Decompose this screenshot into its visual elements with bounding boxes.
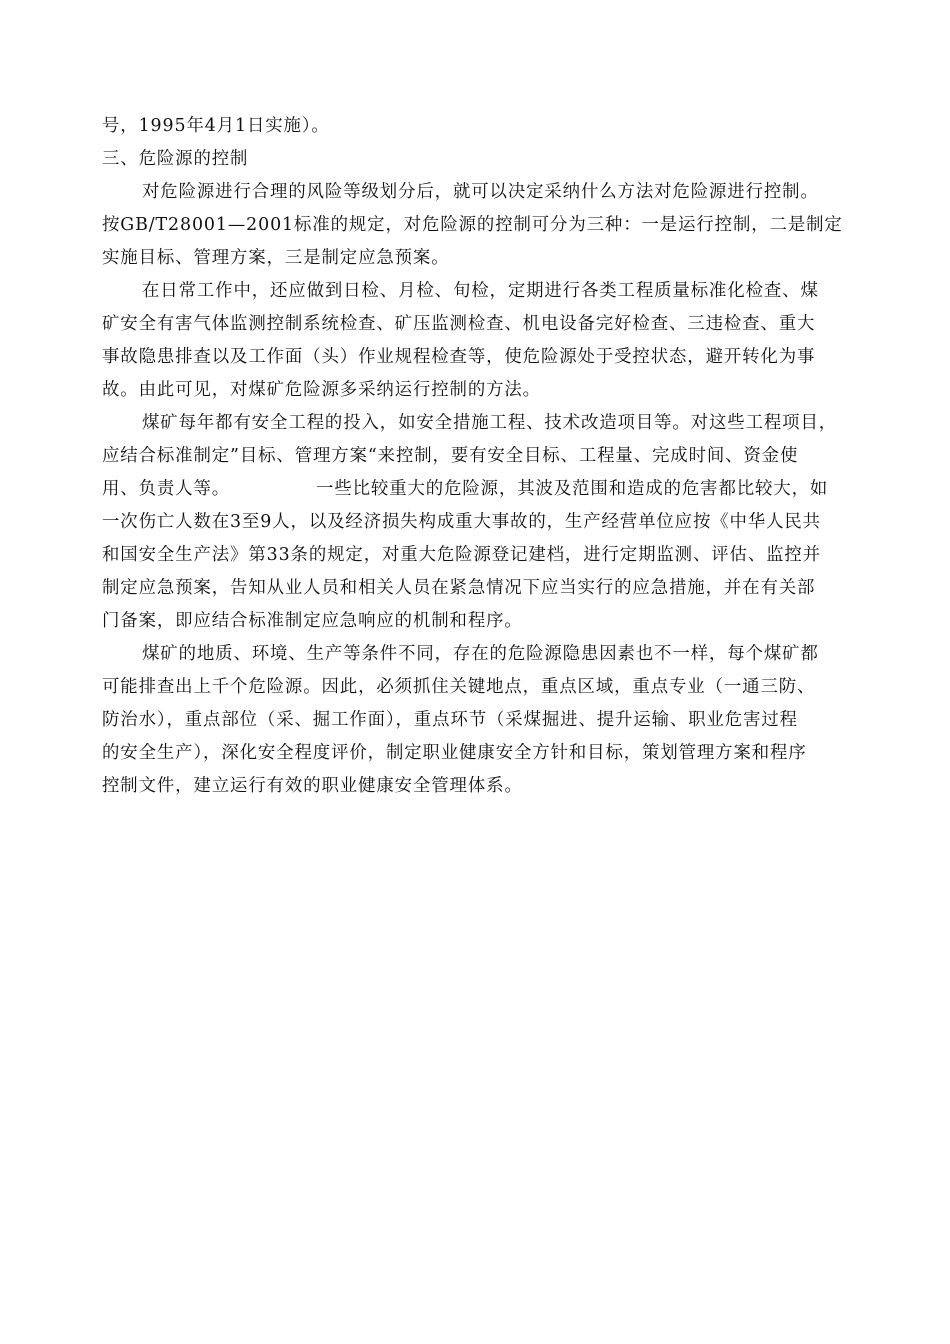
text-line: 应结合标准制定”目标、管理方案“来控制，要有安全目标、工程量、完成时间、资金使 bbox=[102, 446, 799, 466]
text-line: 号，1995年4月1日实施）。 bbox=[102, 116, 330, 136]
text-segment: 一些比较重大的危险源，其波及范围和造成的危害都比较大，如 bbox=[316, 479, 829, 499]
paragraph-first-line: 煤矿的地质、环境、生产等条件不同，存在的危险源隐患因素也不一样，每个煤矿都 bbox=[142, 644, 819, 664]
text-line: 门备案，即应结合标准制定应急响应的机制和程序。 bbox=[102, 611, 523, 631]
text-line: 和国安全生产法》第33条的规定，对重大危险源登记建档，进行定期监测、评估、监控并 bbox=[102, 545, 821, 565]
text-line: 实施目标、管理方案，三是制定应急预案。 bbox=[102, 248, 450, 268]
text-line: 制定应急预案，告知从业人员和相关人员在紧急情况下应当实行的应急措施，并在有关部 bbox=[102, 578, 816, 598]
section-heading: 三、危险源的控制 bbox=[102, 149, 249, 169]
text-line: 可能排查出上千个危险源。因此，必须抓住关键地点，重点区域，重点专业（一通三防、 bbox=[102, 677, 816, 697]
text-line: 矿安全有害气体监测控制系统检查、矿压监测检查、机电设备完好检查、三违检查、重大 bbox=[102, 314, 816, 334]
paragraph-first-line: 对危险源进行合理的风险等级划分后，就可以决定采纳什么方法对危险源进行控制。 bbox=[142, 182, 819, 202]
text-line-with-gap bbox=[102, 473, 862, 506]
text-line: 事故隐患排查以及工作面（头）作业规程检查等，使危险源处于受控状态，避开转化为事 bbox=[102, 347, 816, 367]
text-line: 防治水），重点部位（采、掘工作面），重点环节（采煤掘进、提升运输、职业危害过程 bbox=[102, 710, 798, 730]
text-line: 一次伤亡人数在3至9人，以及经济损失构成重大事故的，生产经营单位应按《中华人民共 bbox=[102, 512, 821, 532]
text-line: 按GB/T28001—2001标准的规定，对危险源的控制可分为三种：一是运行控制，二是制定 bbox=[102, 215, 843, 235]
paragraph-first-line: 在日常工作中，还应做到日检、月检、旬检，定期进行各类工程质量标准化检查、煤 bbox=[142, 281, 819, 301]
text-line: 的安全生产），深化安全程度评价，制定职业健康安全方针和目标，策划管理方案和程序 bbox=[102, 743, 807, 763]
document-body bbox=[102, 110, 862, 803]
text-segment: 用、负责人等。 bbox=[102, 479, 231, 499]
text-line: 故。由此可见，对煤矿危险源多采纳运行控制的方法。 bbox=[102, 380, 541, 400]
paragraph-first-line: 煤矿每年都有安全工程的投入，如安全措施工程、技术改造项目等。对这些工程项目， bbox=[142, 413, 838, 433]
text-line: 控制文件，建立运行有效的职业健康安全管理体系。 bbox=[102, 776, 523, 796]
